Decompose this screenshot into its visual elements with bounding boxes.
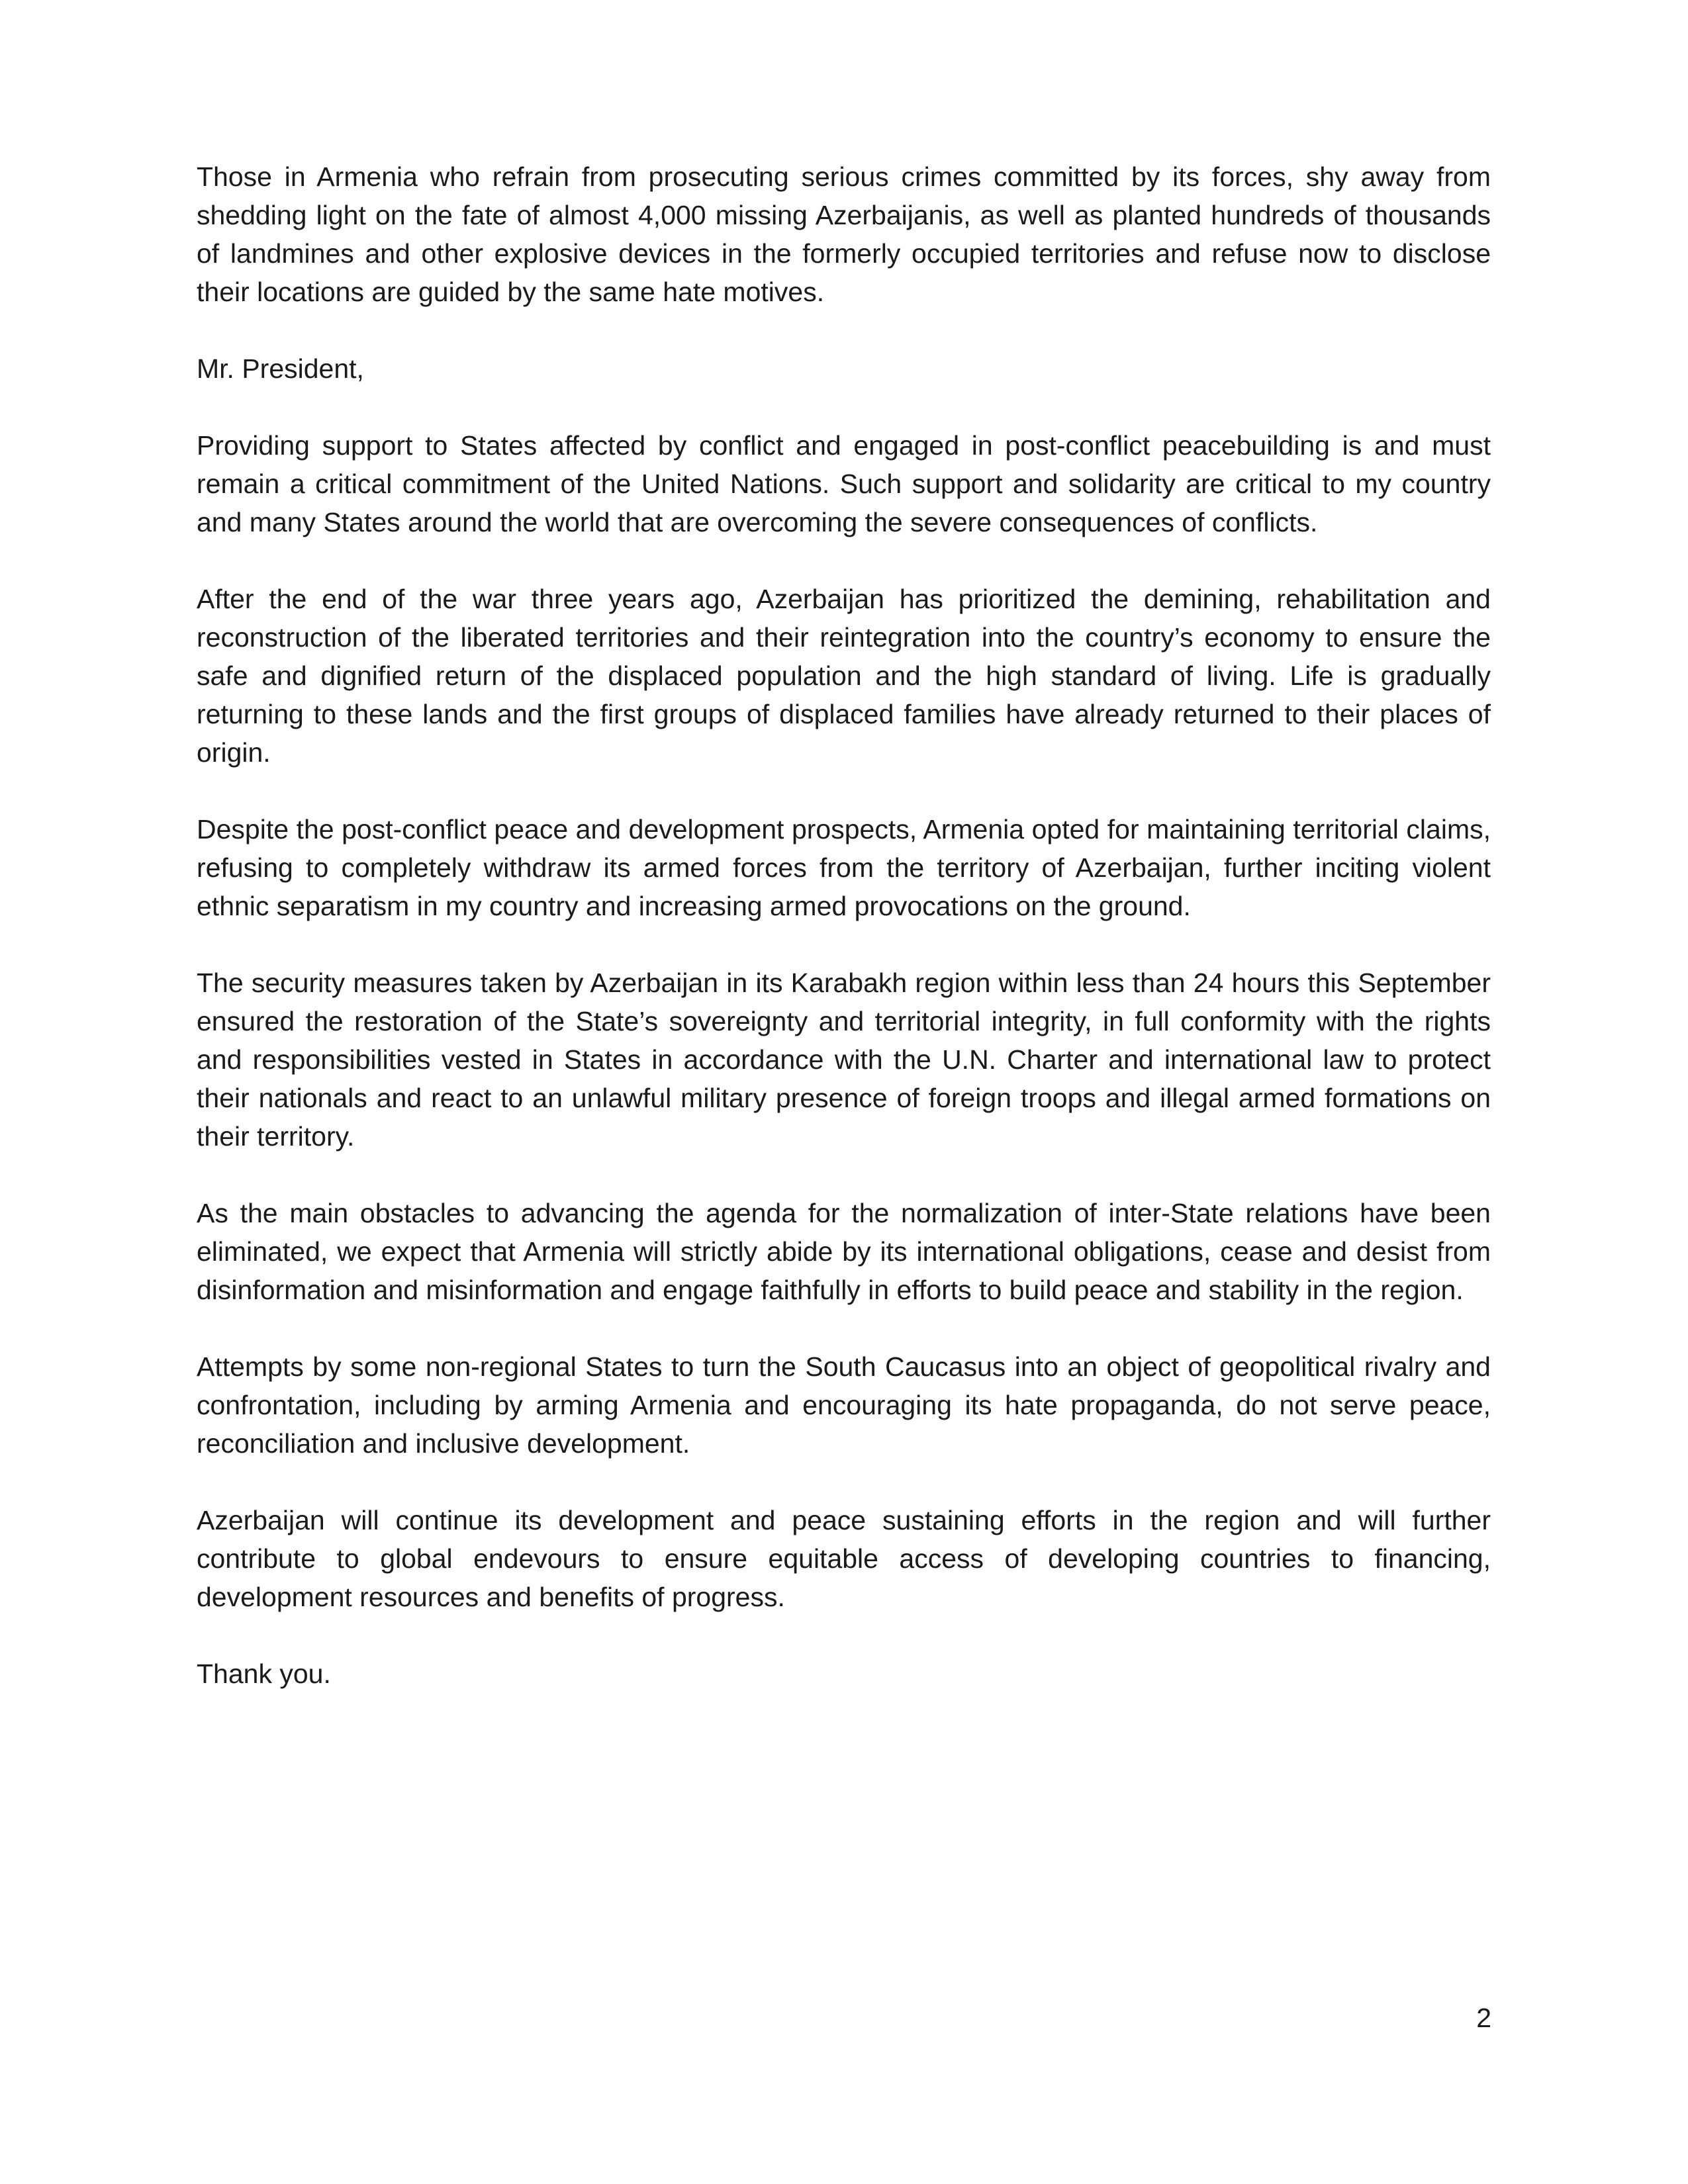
paragraph-hate-motives: Those in Armenia who refrain from prosecuting serious crimes committed by its forces, shy away from shedding light on the fate of almost 4,000 missing Azerbaijanis, as well as planted hundreds of thousands of landmines and other explosive devices in the formerly occupied territories and refuse now to disclose their locations are guided by the same hate motives. (197, 161, 1491, 307)
paragraph-normalization: As the main obstacles to advancing the agenda for the normalization of inter-State relations have been eliminated, we expect that Armenia will strictly abide by its international obligations, cease and desist from disinformation and misinformation and engage faithfully in efforts to build peace and stability in the region. (197, 1198, 1491, 1305)
paragraph-armenia-claims: Despite the post-conflict peace and development prospects, Armenia opted for maintaining territorial claims, refusing to completely withdraw its armed forces from the territory of Azerbaijan, further inciting violent ethnic separatism in my country and increasing armed provocations on the ground. (197, 814, 1491, 921)
paragraph-un-support: Providing support to States affected by conflict and engaged in post-conflict peacebuilding is and must remain a critical commitment of the United Nations. Such support and solidarity are critical to my country and many States around the world that are overcoming the severe consequences of conflicts. (197, 430, 1491, 537)
paragraph-security-measures: The security measures taken by Azerbaijan in its Karabakh region within less than 24 hours this September ensured the restoration of the State’s sovereignty and territorial integrity, in full conformity with the rights and responsibilities vested in States in accordance with the U.N. Charter and international law to protect their nationals and react to an unlawful military presence of foreign troops and illegal armed formations on their territory. (197, 968, 1491, 1152)
paragraph-non-regional-states: Attempts by some non-regional States to turn the South Caucasus into an object of geopolitical rivalry and confrontation, including by arming Armenia and encouraging its hate propaganda, do not serve peace, reconciliation and inclusive development. (197, 1351, 1491, 1459)
page-number: 2 (1476, 2003, 1491, 2033)
salutation: Mr. President, (197, 353, 364, 384)
paragraph-reconstruction: After the end of the war three years ago, Azerbaijan has prioritized the demining, rehabilitation and reconstruction of the liberated territories and their reintegration into the country’s economy to ensure the safe and dignified return of the displaced population and the high standard of living. Life is gradually returning to these lands and the first groups of displaced families have already returned to their places of origin. (197, 584, 1491, 768)
paragraph-development-efforts: Azerbaijan will continue its development and peace sustaining efforts in the region and will further contribute to global endevours to ensure equitable access of developing countries to financing, development resources and benefits of progress. (197, 1505, 1491, 1612)
document-body (197, 158, 1491, 1731)
closing-thank-you: Thank you. (197, 1659, 331, 1689)
